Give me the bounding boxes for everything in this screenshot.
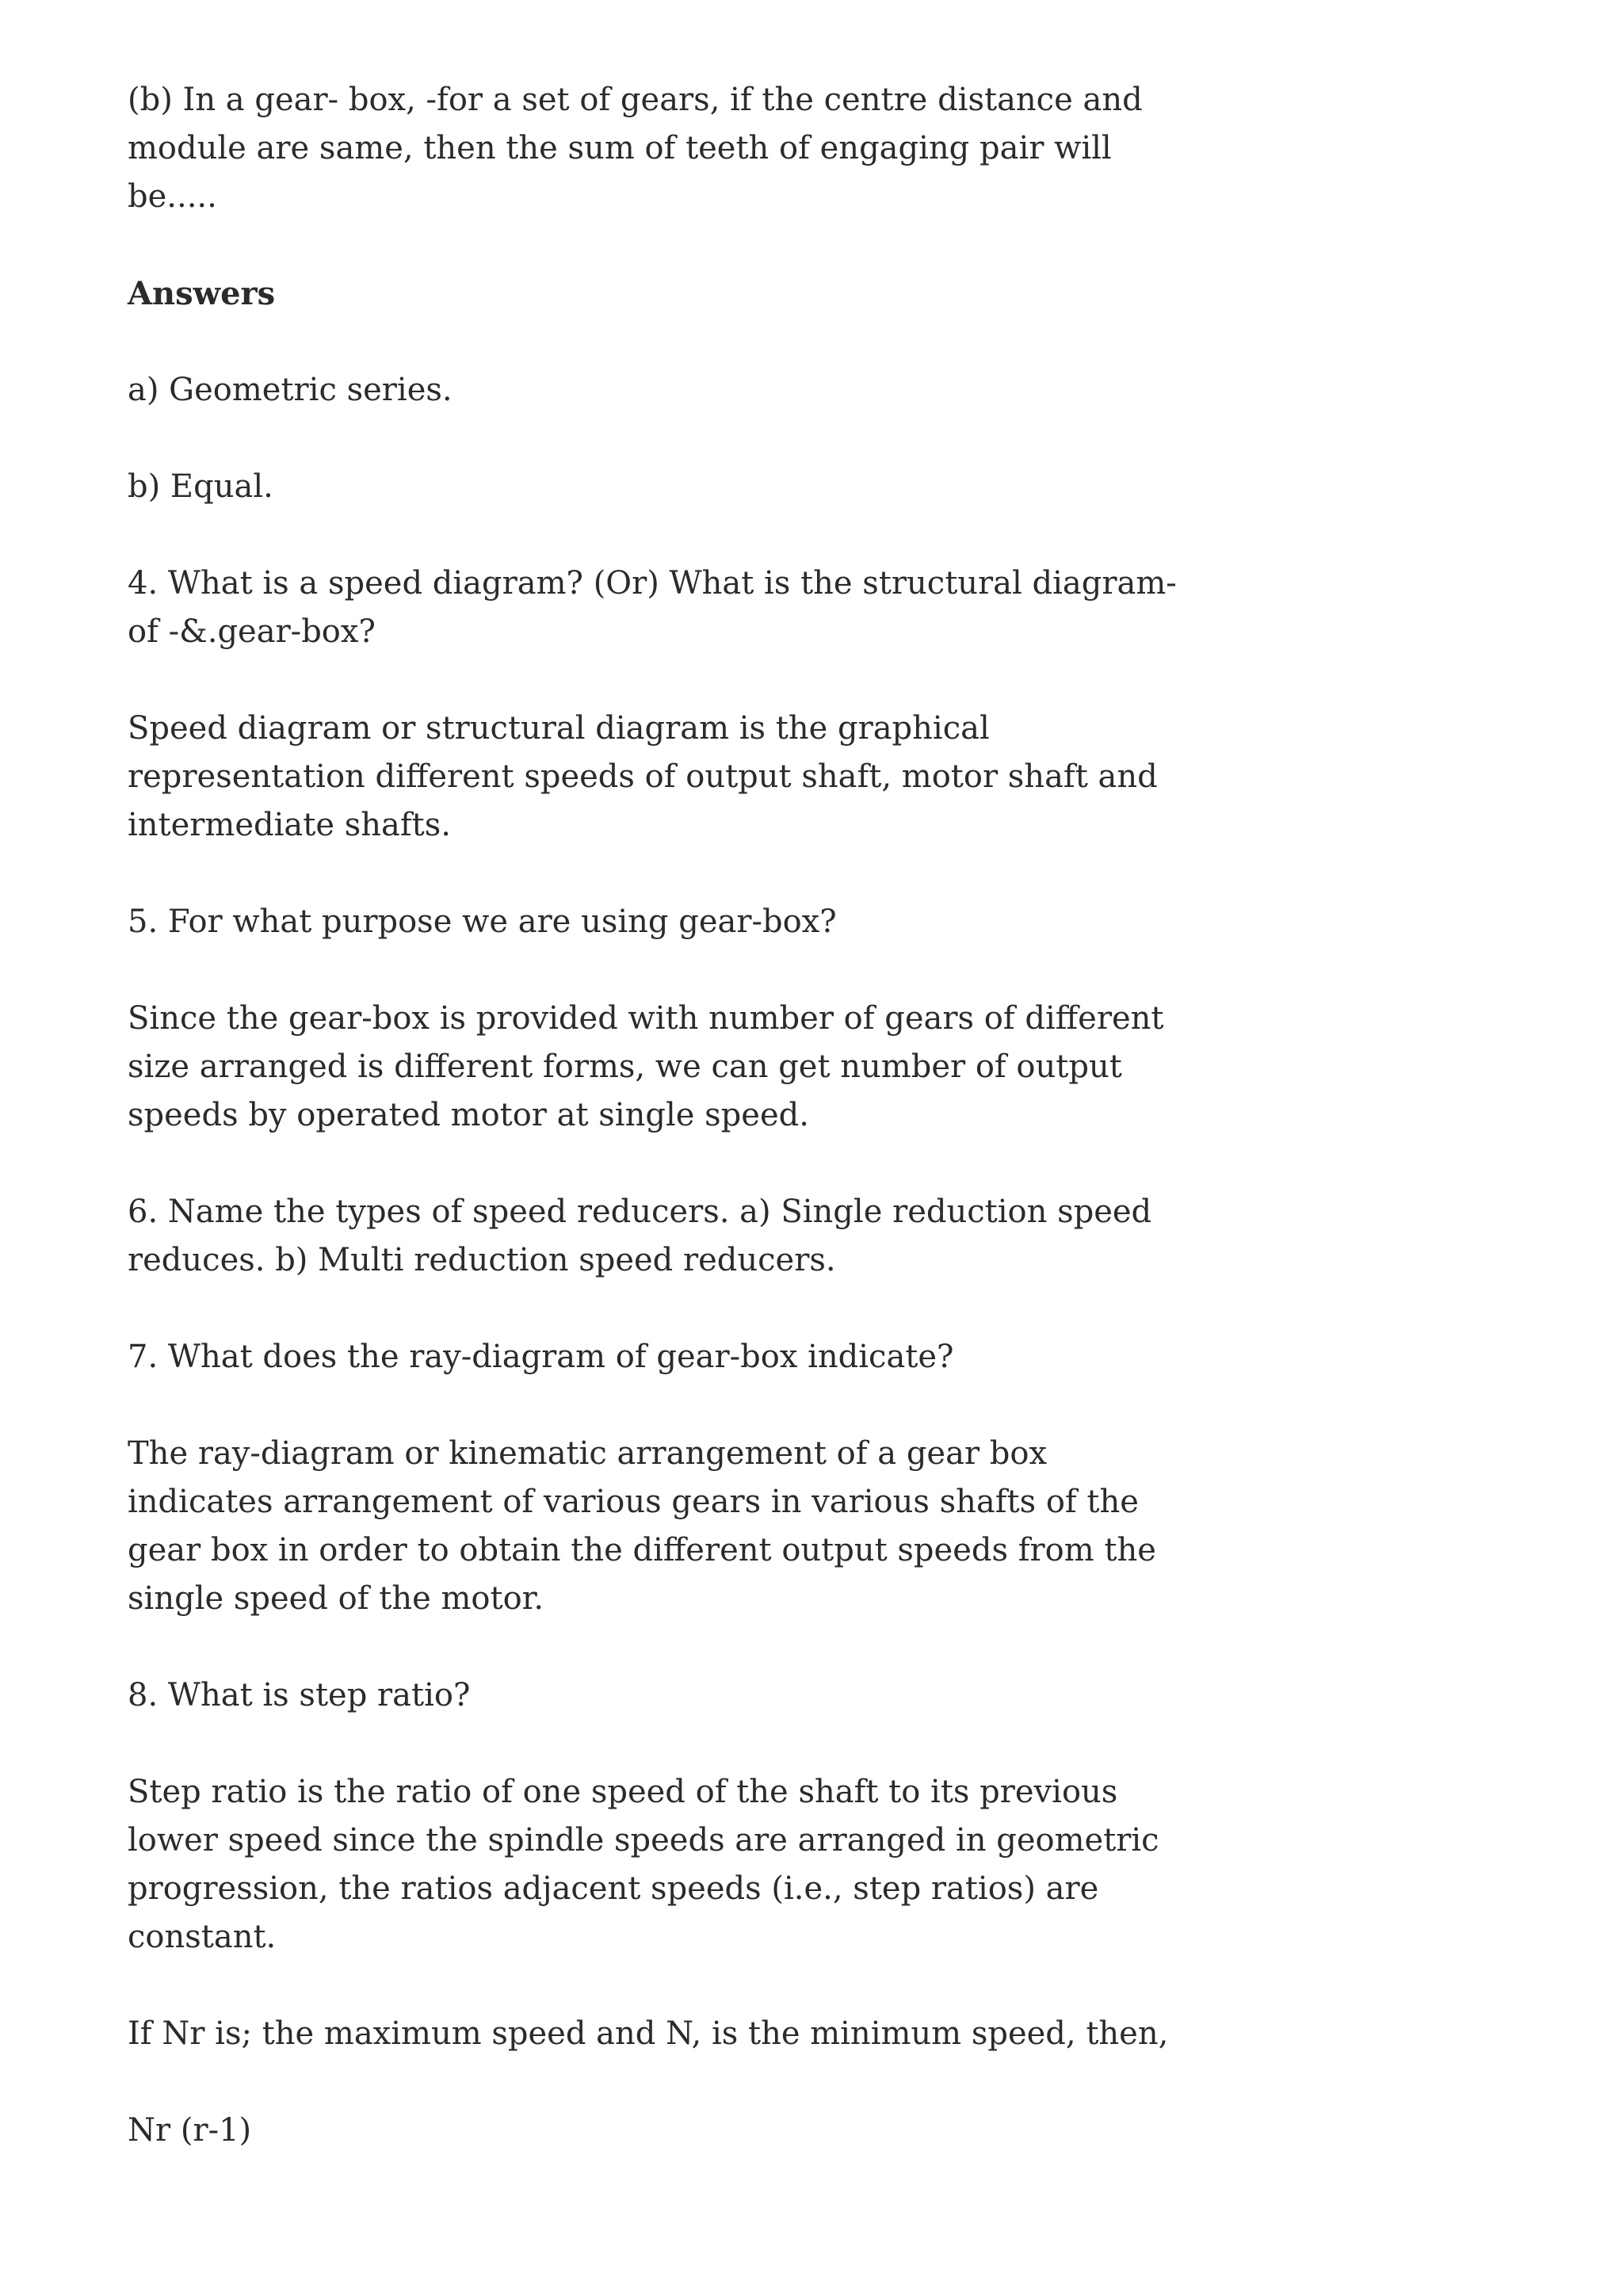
question-8 [128,1671,1079,1720]
text-line: 5. For what purpose we are using gear-box? [128,904,837,940]
text-line: speeds by operated motor at single speed. [128,1097,809,1133]
question-b-paragraph [128,76,1143,221]
formula-intro [128,2010,1169,2058]
text-line: gear box in order to obtain the different output speeds from the [128,1532,1156,1568]
text-line: Step ratio is the ratio of one speed of the shaft to its previous [128,1774,1118,1810]
text-line: be..... [128,178,217,215]
question-5 [128,898,1079,946]
answer-7 [128,1430,1156,1623]
answers-heading: Answers [128,275,276,312]
text-line: size arranged is different forms, we can get number of output [128,1049,1122,1085]
answer-a [128,366,1079,415]
text-line: indicates arrangement of various gears in various shafts of the [128,1484,1139,1520]
question-7 [128,1333,1079,1381]
text-line: The ray-diagram or kinematic arrangement of a gear box [128,1435,1048,1472]
answer-8 [128,1768,1159,1962]
text-line: reduces. b) Multi reduction speed reducers. [128,1242,836,1278]
text-line: of -&.gear-box? [128,613,376,650]
text-line: constant. [128,1919,277,1955]
text-line: 8. What is step ratio? [128,1677,471,1713]
text-line: (b) In a gear- box, -for a set of gears, if the centre distance and [128,82,1143,118]
answer-5 [128,995,1164,1140]
text-line: progression, the ratios adjacent speeds (i.e., step ratios) are [128,1870,1099,1907]
question-6 [128,1188,1152,1285]
answer-b [128,463,1079,511]
text-line: 7. What does the ray-diagram of gear-box indicate? [128,1339,954,1375]
text-line: 4. What is a speed diagram? (Or) What is the structural diagram- [128,565,1177,602]
text-line: b) Equal. [128,468,273,505]
answer-4 [128,705,1158,850]
text-line: 6. Name the types of speed reducers. a) Single reduction speed [128,1194,1152,1230]
text-line: If Nr is; the maximum speed and N, is the minimum speed, then, [128,2015,1169,2052]
formula-line [128,2107,1079,2155]
text-line: intermediate shafts. [128,807,451,843]
text-line: module are same, then the sum of teeth of engaging pair will [128,130,1112,166]
text-line: single speed of the motor. [128,1580,544,1617]
text-line: Since the gear-box is provided with number of gears of different [128,1000,1164,1037]
question-4 [128,560,1177,656]
text-line: Nr (r-1) [128,2112,252,2149]
text-line: a) Geometric series. [128,372,453,408]
text-line: lower speed since the spindle speeds are arranged in geometric [128,1822,1159,1859]
text-line: Speed diagram or structural diagram is the graphical [128,710,990,747]
document-page [128,76,1177,2203]
text-line: representation different speeds of output shaft, motor shaft and [128,758,1158,795]
